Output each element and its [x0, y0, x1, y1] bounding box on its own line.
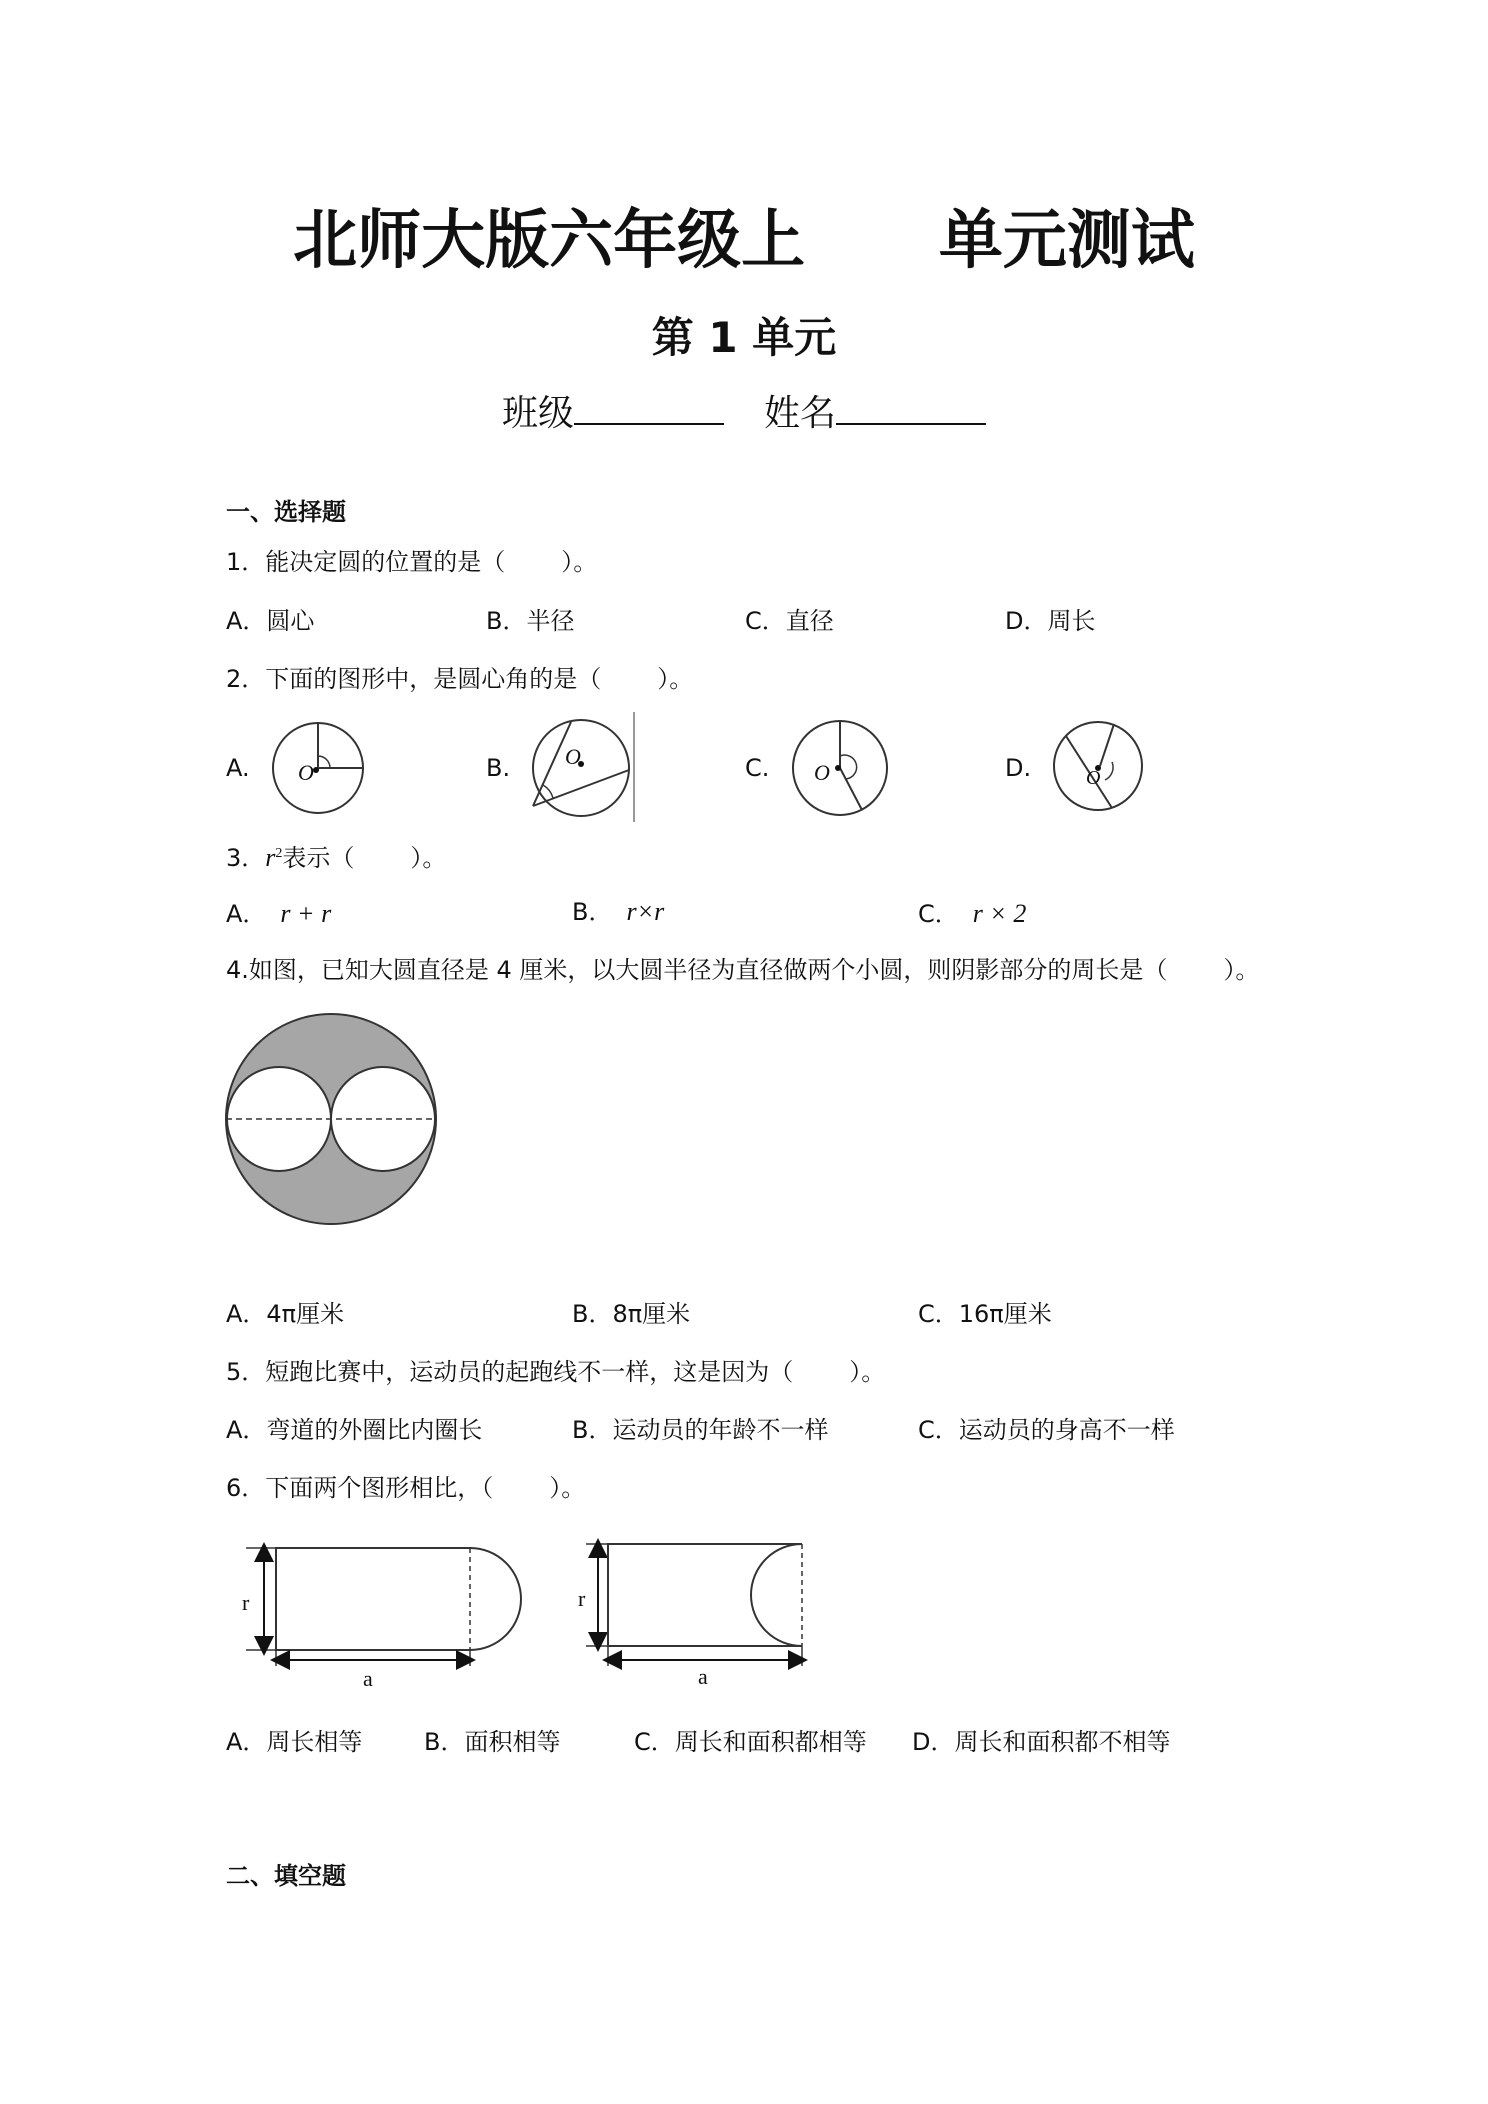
q2-a-center-label: O	[298, 760, 314, 785]
question-3-stem-end: ）。	[410, 844, 447, 872]
unit-subtitle: 第 1 单元	[651, 313, 837, 362]
q6-option-a[interactable]: A．周长相等	[226, 1728, 363, 1756]
question-4-stem-end: ）。	[1223, 956, 1260, 984]
q6-option-c[interactable]: C．周长和面积都相等	[634, 1728, 867, 1756]
q1-option-c[interactable]: C．直径	[745, 607, 834, 635]
question-1-stem: 1．能决定圆的位置的是（	[226, 548, 506, 576]
q2-d-center-label: O	[1086, 767, 1101, 789]
q3-option-b-letter: B．	[572, 898, 613, 926]
q2-figure-c[interactable]	[790, 718, 894, 822]
q6-option-b[interactable]: B．面积相等	[424, 1728, 561, 1756]
q1-option-a[interactable]: A．圆心	[226, 607, 315, 635]
q6-right-label-r: r	[578, 1586, 586, 1611]
q3-option-a[interactable]	[226, 896, 331, 932]
q2-option-a-letter[interactable]: A.	[226, 754, 250, 782]
page-title: 北师大版六年级上 单元测试	[293, 204, 1195, 278]
question-6-stem: 6．下面两个图形相比，（	[226, 1474, 494, 1502]
question-5	[226, 1354, 885, 1390]
section-heading-fill-blank: 二、填空题	[226, 1862, 346, 1890]
q6-left-label-a: a	[363, 1666, 373, 1688]
question-3-stem: 表示（	[282, 844, 355, 872]
q5-option-b[interactable]: B．运动员的年龄不一样	[572, 1416, 829, 1444]
q3-option-c-expr: r × 2	[972, 899, 1027, 928]
question-3-num: 3．	[226, 844, 266, 872]
question-1-stem-end: ）。	[561, 548, 598, 576]
q6-left-label-r: r	[242, 1590, 250, 1615]
question-2-stem: 2．下面的图形中，是圆心角的是（	[226, 665, 602, 693]
q2-figure-b[interactable]	[525, 712, 635, 822]
name-label: 姓名	[764, 393, 837, 434]
q2-option-b-letter[interactable]: B.	[486, 754, 511, 782]
q3-option-c-letter: C．	[918, 900, 959, 928]
q2-figure-a[interactable]	[268, 718, 368, 818]
question-5-stem-end: ）。	[849, 1358, 886, 1386]
q3-option-c[interactable]	[918, 896, 1026, 932]
q2-figure-d[interactable]	[1050, 718, 1148, 816]
q3-option-b-expr: r×r	[626, 897, 665, 926]
question-2-stem-end: ）。	[657, 665, 694, 693]
question-2	[226, 661, 693, 697]
q2-b-center-label: O	[565, 744, 581, 769]
q3-option-b[interactable]	[572, 894, 664, 930]
q4-option-a[interactable]: A．4π厘米	[226, 1300, 345, 1328]
question-3	[226, 836, 446, 876]
q5-option-a[interactable]: A．弯道的外圈比内圈长	[226, 1416, 483, 1444]
q4-circles-figure	[224, 1012, 440, 1228]
question-4-stem: 4.如图，已知大圆直径是 4 厘米，以大圆半径为直径做两个小圆，则阴影部分的周长是（	[226, 956, 1168, 984]
q6-figure-left	[236, 1538, 526, 1688]
q6-option-d[interactable]: D．周长和面积都不相等	[912, 1728, 1171, 1756]
q2-option-c-letter[interactable]: C.	[745, 754, 770, 782]
name-blank[interactable]	[836, 387, 986, 425]
q1-option-b[interactable]: B．半径	[486, 607, 575, 635]
q2-option-d-letter[interactable]: D.	[1005, 754, 1032, 782]
q1-option-d[interactable]: D．周长	[1005, 607, 1096, 635]
section-heading-choice: 一、选择题	[226, 498, 346, 526]
q2-c-center-label: O	[814, 760, 830, 785]
question-1	[226, 544, 597, 580]
q3-option-a-letter: A．	[226, 900, 267, 928]
class-label: 班级	[501, 393, 574, 434]
q5-option-c[interactable]: C．运动员的身高不一样	[918, 1416, 1175, 1444]
question-6	[226, 1470, 585, 1506]
q4-option-b[interactable]: B．8π厘米	[572, 1300, 691, 1328]
q4-option-c[interactable]: C．16π厘米	[918, 1300, 1052, 1328]
q3-option-a-expr: r + r	[280, 899, 332, 928]
q6-right-label-a: a	[698, 1664, 708, 1686]
question-5-stem: 5．短跑比赛中，运动员的起跑线不一样，这是因为（	[226, 1358, 794, 1386]
question-4	[226, 952, 1259, 988]
student-info-line	[0, 386, 1488, 442]
q6-figure-right	[578, 1534, 818, 1686]
q3-variable: r	[265, 843, 276, 872]
class-blank[interactable]	[574, 387, 724, 425]
q3-exponent: 2	[275, 846, 283, 861]
question-6-stem-end: ）。	[549, 1474, 586, 1502]
